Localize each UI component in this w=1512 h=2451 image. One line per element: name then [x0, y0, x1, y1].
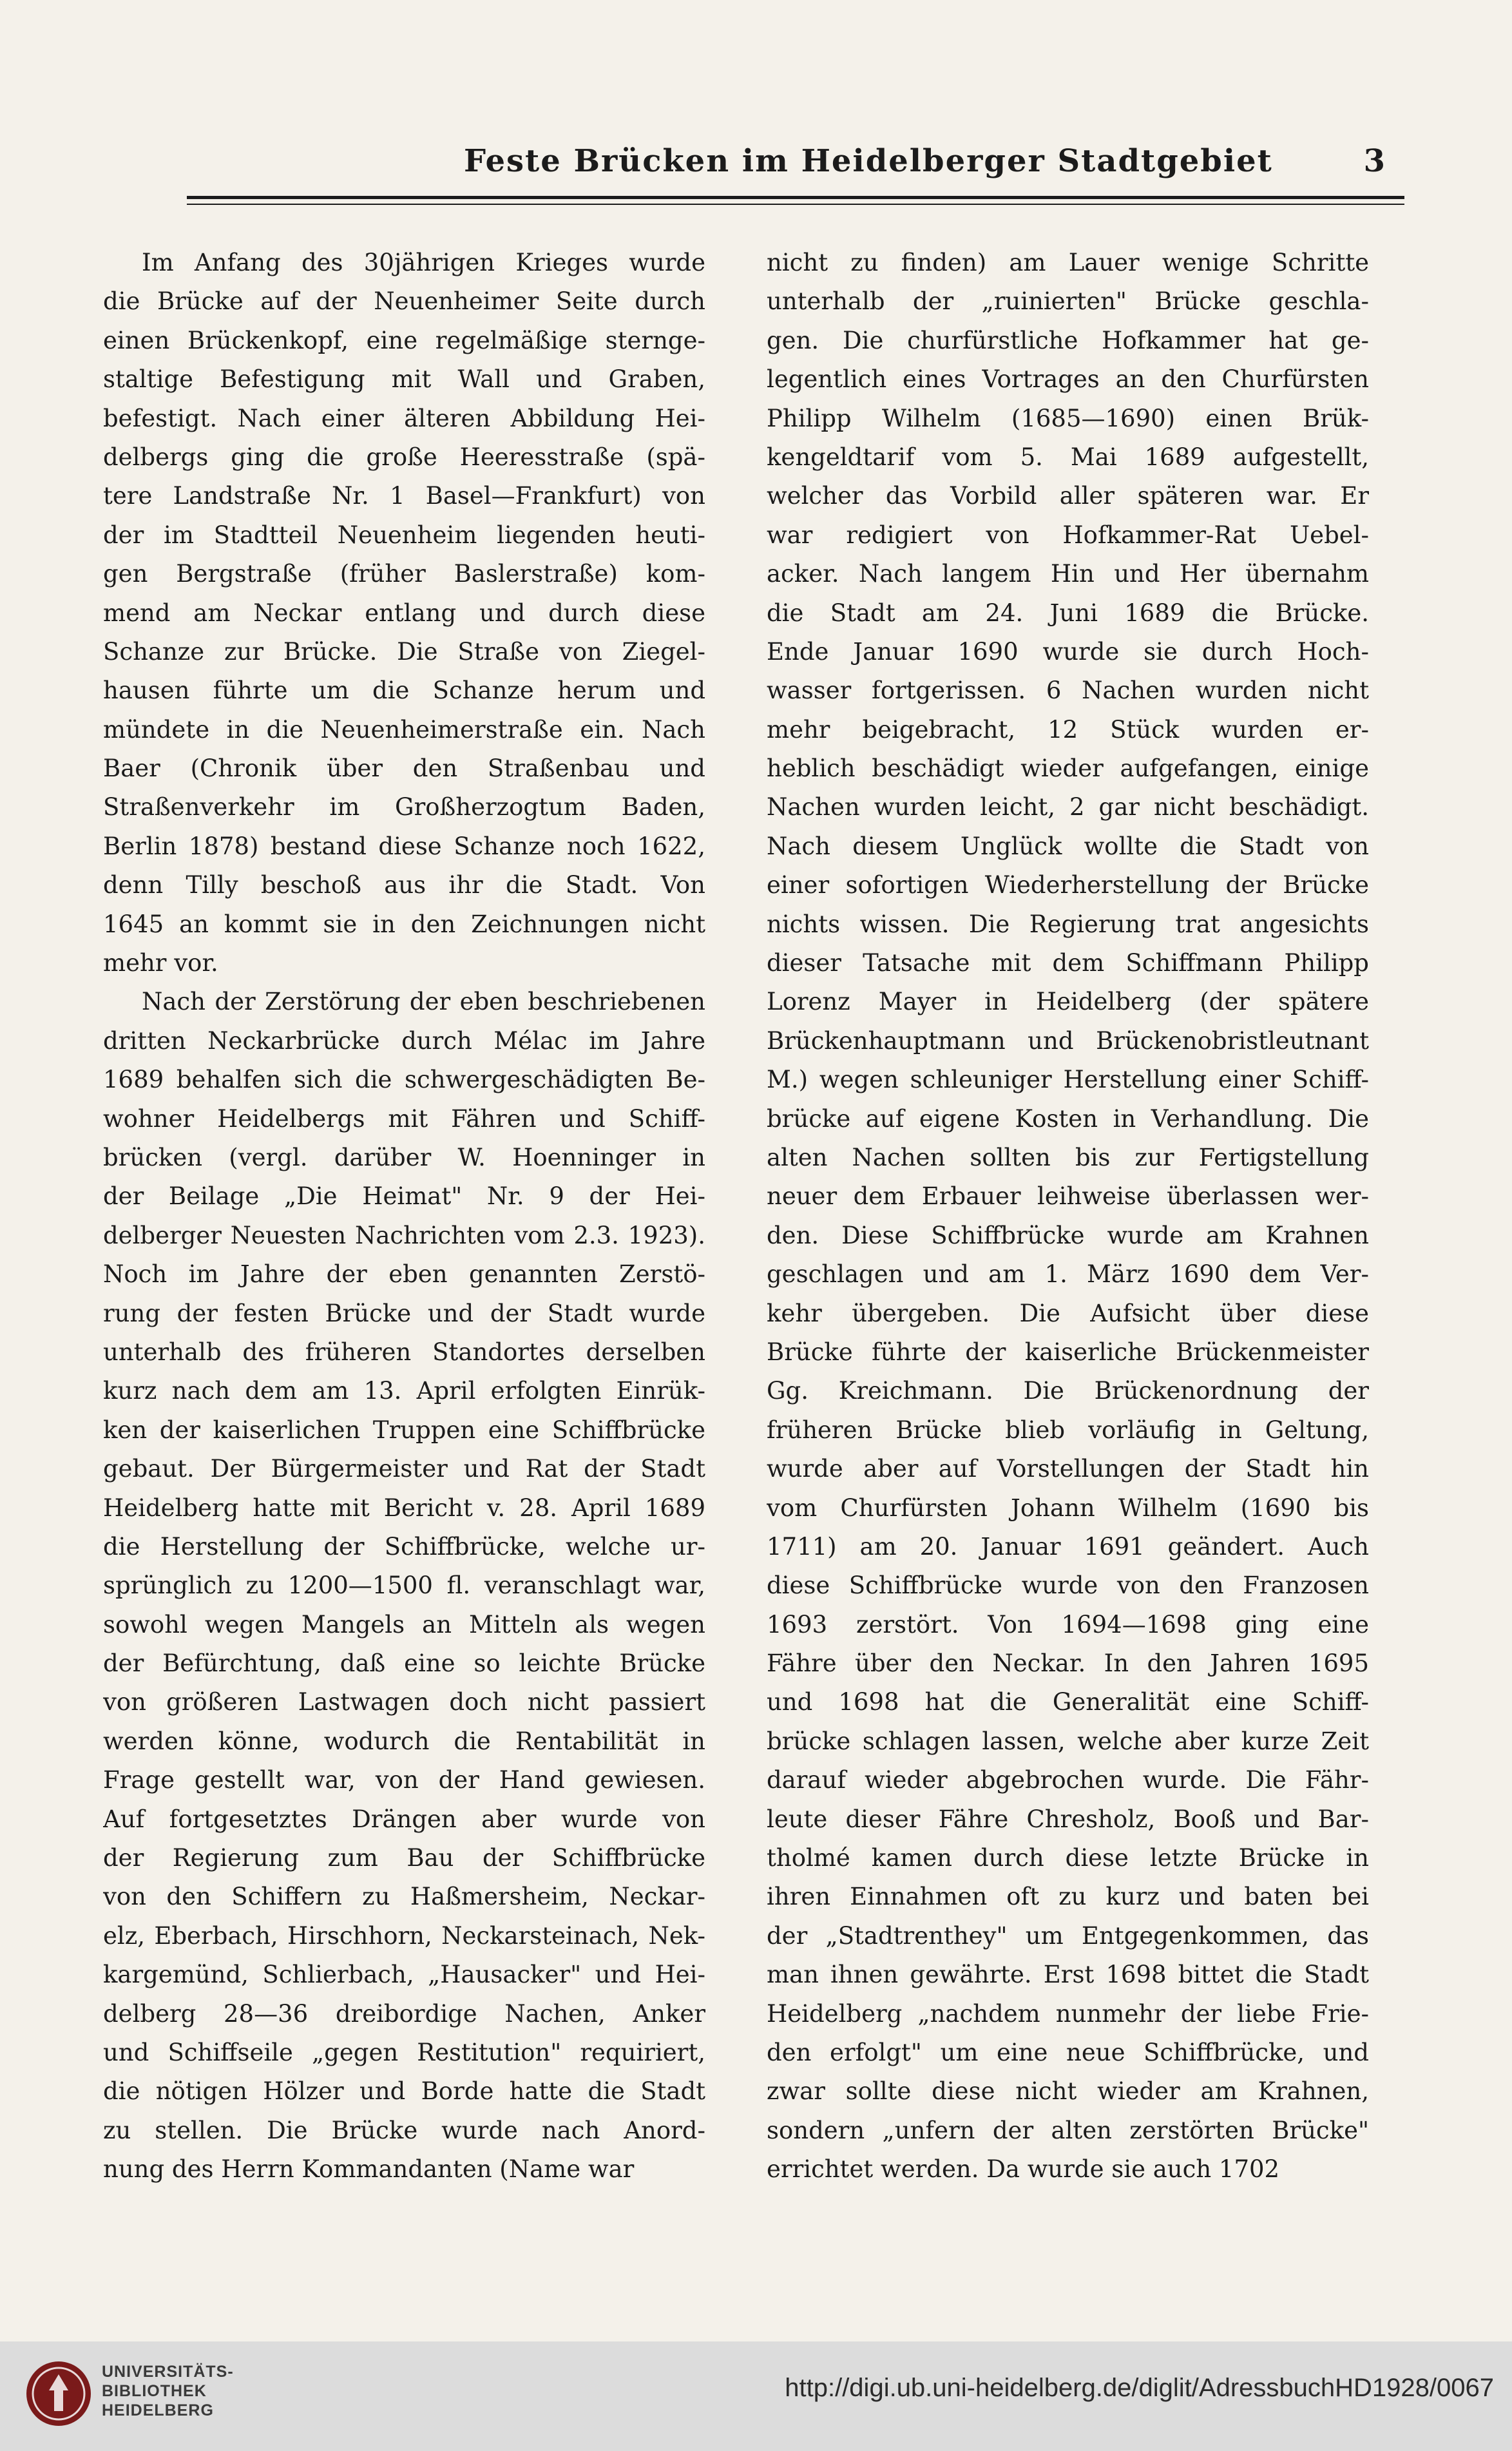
text-line: welcher das Vorbild aller späteren war. Er [767, 482, 1369, 510]
text-line: heblich beschädigt wieder aufgefangen, einige [767, 755, 1369, 783]
text-line: der im Stadtteil Neuenheim liegenden heuti- [103, 521, 705, 549]
text-line: einen Brückenkopf, eine regelmäßige sternge- [103, 326, 705, 354]
text-line: früheren Brücke blieb vorläufig in Geltung, [767, 1416, 1369, 1444]
text-line: Nachen wurden leicht, 2 gar nicht beschädigt. [767, 793, 1369, 822]
text-line: mündete in die Neuenheimerstraße ein. Nach [103, 715, 705, 744]
running-title: Feste Brücken im Heidelberger Stadtgebiet [464, 143, 1273, 179]
text-line: Straßenverkehr im Großherzogtum Baden, [103, 793, 705, 822]
text-line: brücken (vergl. darüber W. Hoenninger in [103, 1143, 705, 1171]
text-line: alten Nachen sollten bis zur Fertigstellung [767, 1143, 1369, 1171]
text-line: war redigiert von Hofkammer-Rat Uebel- [767, 521, 1369, 549]
text-line: die Stadt am 24. Juni 1689 die Brücke. [767, 599, 1369, 627]
text-line: delberg 28—36 dreibordige Nachen, Anker [103, 1999, 705, 2028]
text-line: nicht zu finden) am Lauer wenige Schritte [767, 249, 1369, 276]
text-line: dieser Tatsache mit dem Schiffmann Philipp [767, 949, 1369, 977]
library-name-line-1: UNIVERSITÄTS- [102, 2363, 234, 2381]
text-line: hausen führte um die Schanze herum und [103, 677, 705, 705]
text-line: 1689 behalfen sich die schwergeschädigten Be- [103, 1066, 705, 1094]
text-line: Baer (Chronik über den Straßenbau und [103, 755, 705, 783]
text-line: Nach diesem Unglück wollte die Stadt von [767, 832, 1369, 860]
text-line: M.) wegen schleuniger Herstellung einer Schiff- [767, 1066, 1369, 1094]
text-line: neuer dem Erbauer leihweise überlassen wer- [767, 1182, 1369, 1211]
text-line: leute dieser Fähre Chresholz, Booß und Bar- [767, 1805, 1369, 1833]
text-line: der Befürchtung, daß eine so leichte Brücke [103, 1649, 705, 1678]
text-line: 1645 an kommt sie in den Zeichnungen nicht [103, 910, 705, 938]
text-line: Nach der Zerstörung der eben beschriebenen [142, 988, 705, 1016]
text-line: diese Schiffbrücke wurde von den Franzosen [767, 1572, 1369, 1600]
text-line: die Herstellung der Schiffbrücke, welche ur- [103, 1532, 705, 1561]
text-line: ihren Einnahmen oft zu kurz und baten bei [767, 1883, 1369, 1911]
text-line: rung der festen Brücke und der Stadt wurde [103, 1299, 705, 1327]
text-line: Noch im Jahre der eben genannten Zerstö- [103, 1260, 705, 1289]
text-line: und 1698 hat die Generalität eine Schiff- [767, 1688, 1369, 1716]
text-line: Im Anfang des 30jährigen Krieges wurde [142, 249, 705, 276]
text-line: darauf wieder abgebrochen wurde. Die Fähr- [767, 1766, 1369, 1794]
text-line: von den Schiffern zu Haßmersheim, Neckar- [103, 1883, 705, 1911]
text-line: und Schiffseile „gegen Restitution" requiriert, [103, 2038, 705, 2066]
text-line: die Brücke auf der Neuenheimer Seite durch [103, 287, 705, 316]
text-line: staltige Befestigung mit Wall und Graben, [103, 365, 705, 394]
text-line: brücke schlagen lassen, welche aber kurze Zeit [767, 1727, 1369, 1755]
page-header [187, 140, 1411, 192]
text-line: vom Churfürsten Johann Wilhelm (1690 bis [767, 1494, 1369, 1522]
text-line: wohner Heidelbergs mit Fähren und Schiff- [103, 1104, 705, 1133]
text-line: gen. Die churfürstliche Hofkammer hat ge- [767, 326, 1369, 354]
text-line: zu stellen. Die Brücke wurde nach Anord- [103, 2116, 705, 2144]
text-line: unterhalb der „ruinierten" Brücke geschla- [767, 287, 1369, 316]
text-line: sondern „unfern der alten zerstörten Brücke" [767, 2116, 1369, 2144]
text-line: geschlagen und am 1. März 1690 dem Ver- [767, 1260, 1369, 1289]
text-line: 1711) am 20. Januar 1691 geändert. Auch [767, 1532, 1369, 1561]
text-line: legentlich eines Vortrages an den Churfürsten [767, 365, 1369, 394]
text-line: Heidelberg hatte mit Bericht v. 28. April 1689 [103, 1494, 705, 1522]
text-line: elz, Eberbach, Hirschhorn, Neckarsteinach, Nek- [103, 1921, 705, 1950]
text-line: dritten Neckarbrücke durch Mélac im Jahre [103, 1026, 705, 1055]
text-line: delberger Neuesten Nachrichten vom 2.3. 1923). [103, 1221, 705, 1249]
text-line: tere Landstraße Nr. 1 Basel—Frankfurt) von [103, 482, 705, 510]
text-line: wurde aber auf Vorstellungen der Stadt hin [767, 1455, 1369, 1483]
source-url[interactable]: http://digi.ub.uni-heidelberg.de/diglit/AdressbuchHD1928/0067 [785, 2374, 1494, 2402]
library-name [102, 2362, 234, 2420]
text-line: nung des Herrn Kommandanten (Name war [103, 2155, 635, 2184]
text-line: der „Stadtrenthey" um Entgegenkommen, das [767, 1921, 1369, 1950]
text-line: kehr übergeben. Die Aufsicht über diese [767, 1299, 1369, 1327]
text-line: Lorenz Mayer in Heidelberg (der spätere [767, 988, 1369, 1016]
text-line: werden könne, wodurch die Rentabilität in [103, 1727, 705, 1755]
text-line: nichts wissen. Die Regierung trat angesichts [767, 910, 1369, 938]
text-line: die nötigen Hölzer und Borde hatte die Stadt [103, 2077, 705, 2106]
text-line: Brücke führte der kaiserliche Brückenmeister [767, 1338, 1369, 1366]
library-name-line-3: HEIDELBERG [102, 2401, 214, 2419]
text-line: Schanze zur Brücke. Die Straße von Ziegel- [103, 637, 705, 666]
text-line: Brückenhauptmann und Brückenobristleutnant [767, 1026, 1369, 1055]
header-rule-thick [187, 196, 1404, 199]
text-line: errichtet werden. Da wurde sie auch 1702 [767, 2155, 1280, 2184]
text-line: den erfolgt" um eine neue Schiffbrücke, und [767, 2038, 1369, 2066]
text-line: der Beilage „Die Heimat" Nr. 9 der Hei- [103, 1182, 705, 1211]
text-line: denn Tilly beschoß aus ihr die Stadt. Von [103, 871, 705, 899]
text-line: der Regierung zum Bau der Schiffbrücke [103, 1844, 705, 1872]
text-line: den. Diese Schiffbrücke wurde am Krahnen [767, 1221, 1369, 1249]
text-line: delbergs ging die große Heeresstraße (spä- [103, 443, 705, 471]
library-name-line-2: BIBLIOTHEK [102, 2382, 207, 2400]
text-line: mend am Neckar entlang und durch diese [103, 599, 705, 627]
text-line: ken der kaiserlichen Truppen eine Schiffbrücke [103, 1416, 705, 1444]
page-number: 3 [1363, 143, 1385, 179]
text-line: Frage gestellt war, von der Hand gewiesen. [103, 1766, 705, 1794]
text-line: Berlin 1878) bestand diese Schanze noch 1622, [103, 832, 705, 860]
text-line: Auf fortgesetztes Drängen aber wurde von [103, 1805, 705, 1833]
text-line: Philipp Wilhelm (1685—1690) einen Brük- [767, 404, 1369, 432]
text-line: sprünglich zu 1200—1500 fl. veranschlagt war, [103, 1572, 705, 1600]
text-line: Fähre über den Neckar. In den Jahren 1695 [767, 1649, 1369, 1678]
text-line: sowohl wegen Mangels an Mitteln als wegen [103, 1610, 705, 1639]
left-text-column [103, 244, 705, 2189]
text-line: mehr beigebracht, 12 Stück wurden er- [767, 715, 1369, 744]
text-line: 1693 zerstört. Von 1694—1698 ging eine [767, 1610, 1369, 1639]
text-line: Heidelberg „nachdem nunmehr der liebe Frie- [767, 1999, 1369, 2028]
text-line: wasser fortgerissen. 6 Nachen wurden nicht [767, 677, 1369, 705]
text-line: gen Bergstraße (früher Baslerstraße) kom- [103, 560, 705, 588]
text-line: kargemünd, Schlierbach, „Hausacker" und Hei- [103, 1961, 705, 1989]
text-line: brücke auf eigene Kosten in Verhandlung. Die [767, 1104, 1369, 1133]
text-line: von größeren Lastwagen doch nicht passiert [103, 1688, 705, 1716]
text-line: Ende Januar 1690 wurde sie durch Hoch- [767, 637, 1369, 666]
text-line: zwar sollte diese nicht wieder am Krahnen, [767, 2077, 1369, 2106]
text-line: gebaut. Der Bürgermeister und Rat der Stadt [103, 1455, 705, 1483]
text-line: befestigt. Nach einer älteren Abbildung Hei- [103, 404, 705, 432]
text-line: mehr vor. [103, 949, 218, 977]
text-line: unterhalb des früheren Standortes derselben [103, 1338, 705, 1366]
text-line: kurz nach dem am 13. April erfolgten Einrük- [103, 1377, 705, 1405]
text-line: tholmé kamen durch diese letzte Brücke in [767, 1844, 1369, 1872]
text-line: Gg. Kreichmann. Die Brückenordnung der [767, 1377, 1369, 1405]
text-line: einer sofortigen Wiederherstellung der Brücke [767, 871, 1369, 899]
university-seal-icon [23, 2358, 94, 2429]
text-line: kengeldtarif vom 5. Mai 1689 aufgestellt, [767, 443, 1369, 471]
text-line: man ihnen gewährte. Erst 1698 bittet die Stadt [767, 1961, 1369, 1989]
header-rule-thin [187, 204, 1404, 205]
text-line: acker. Nach langem Hin und Her übernahm [767, 560, 1369, 588]
right-text-column [767, 244, 1369, 2189]
